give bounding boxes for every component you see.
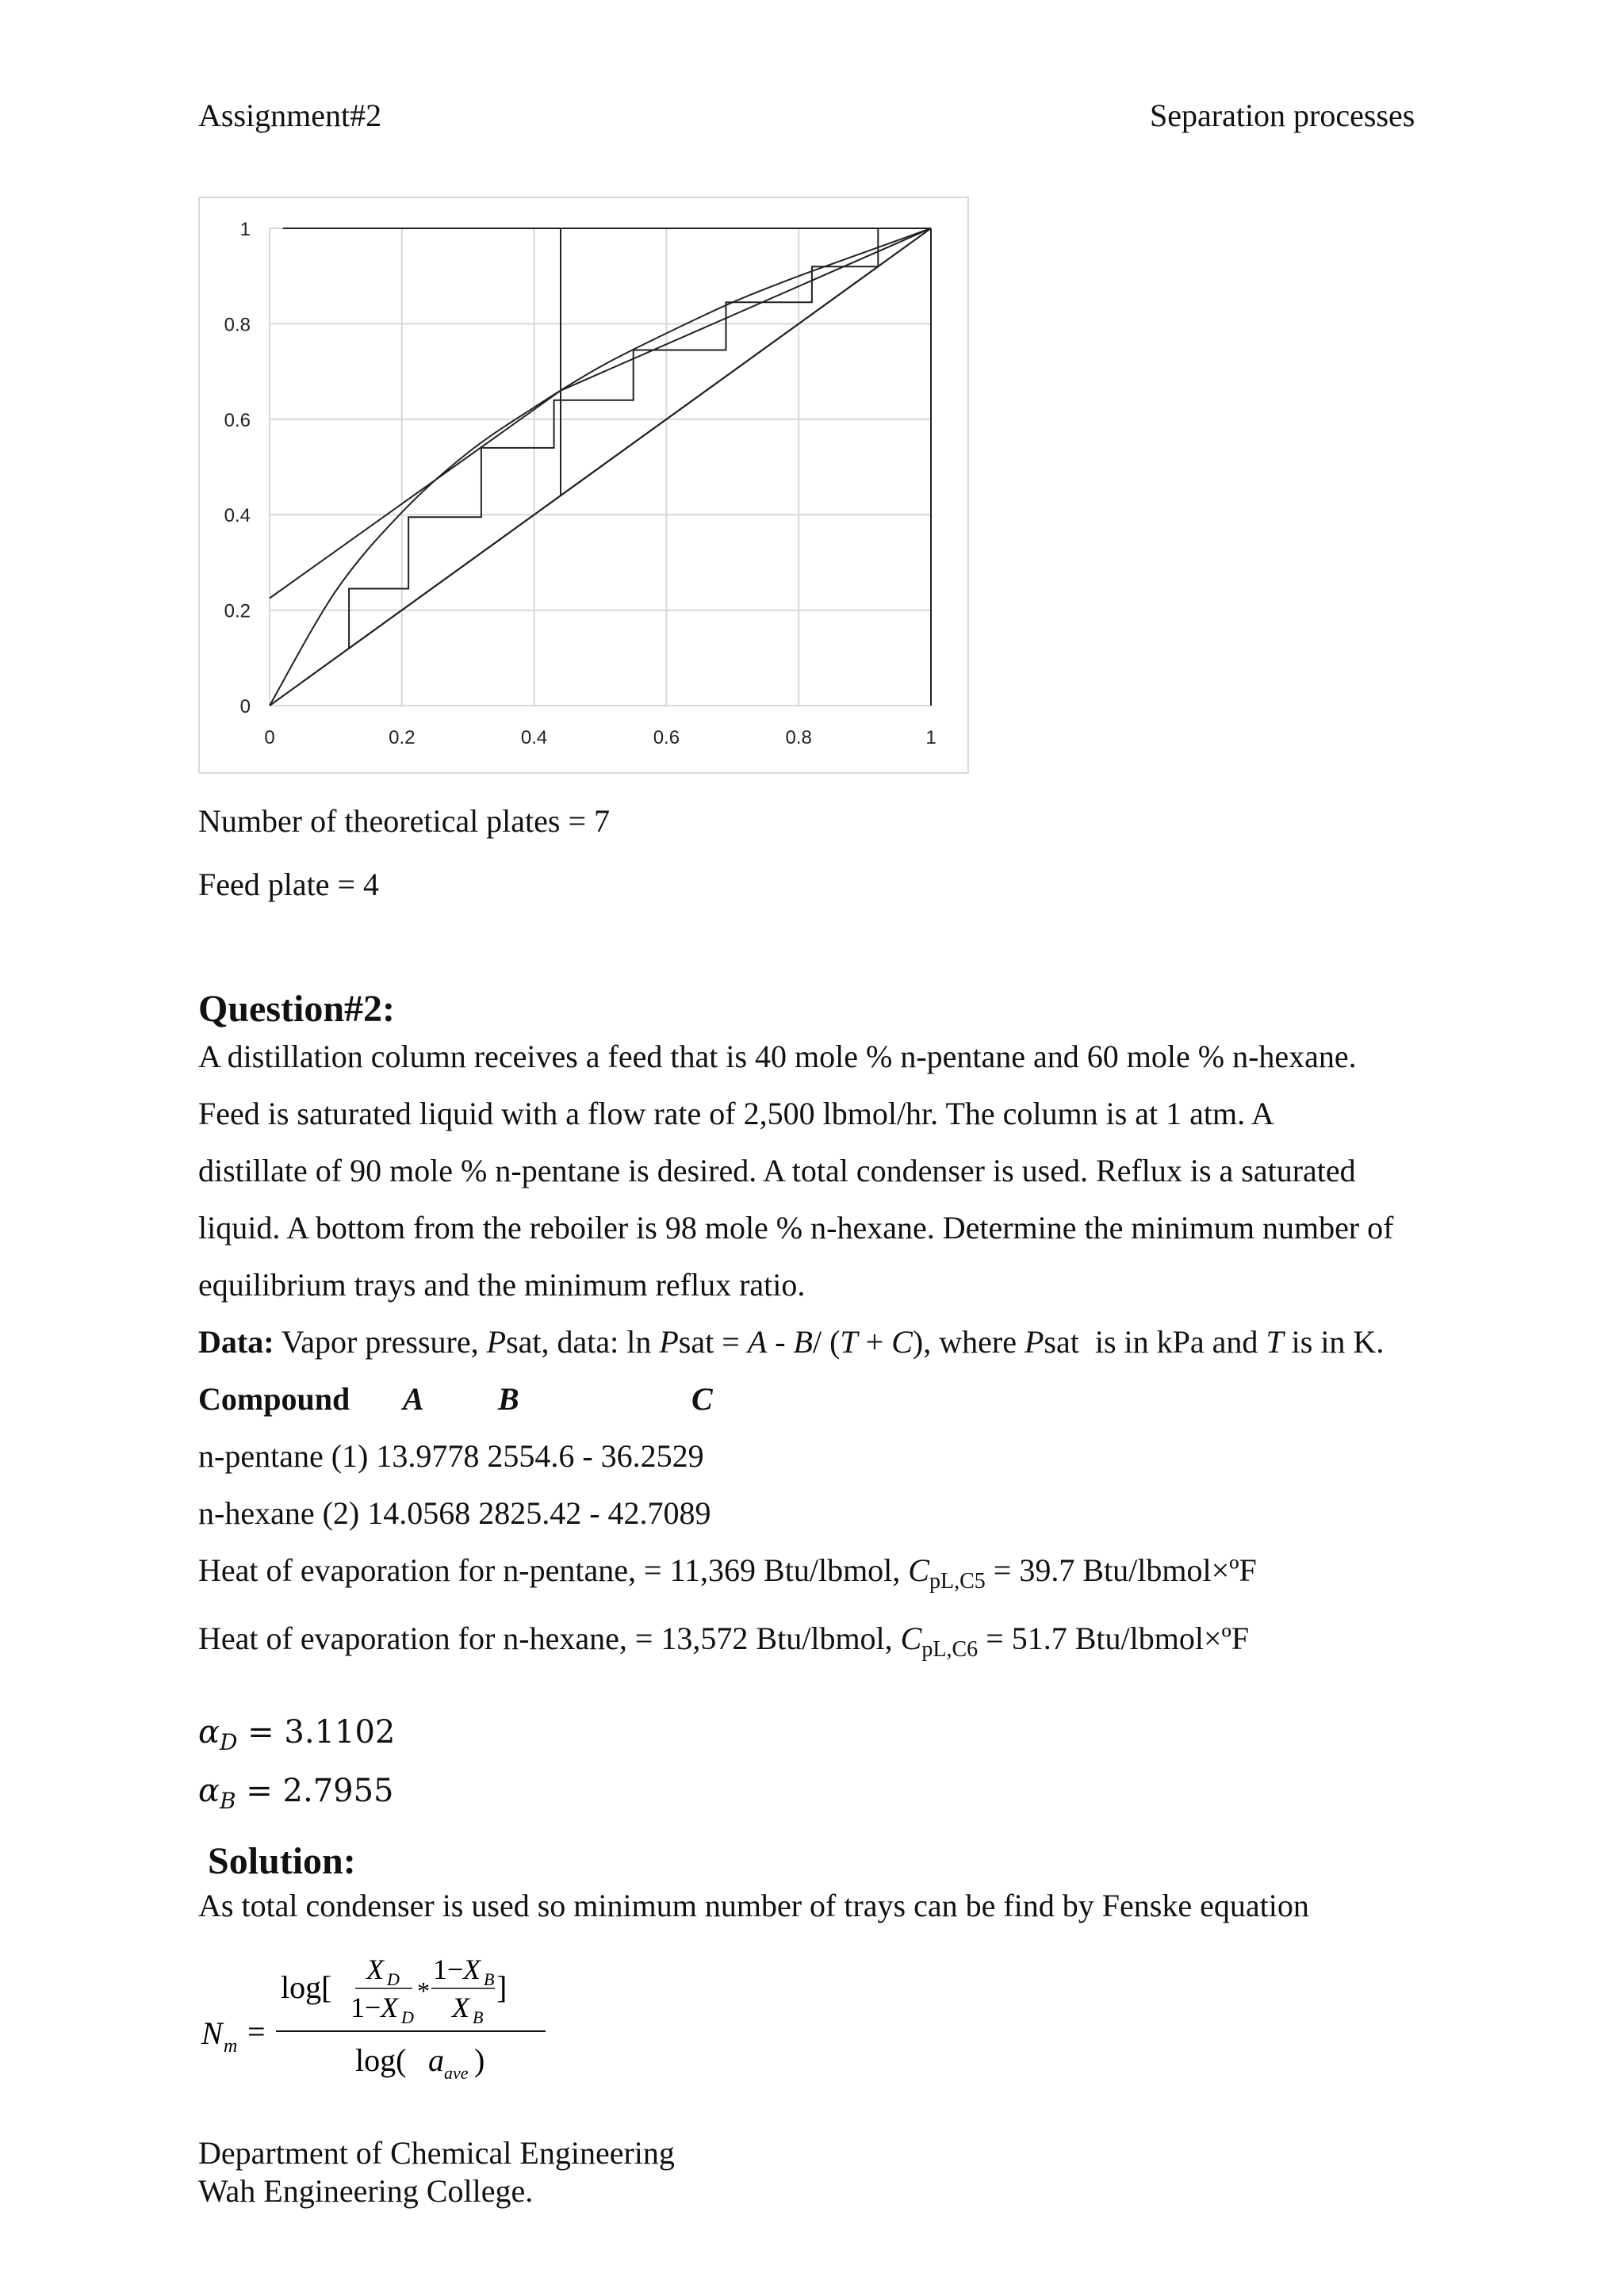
- y-tick-label: 0.2: [224, 600, 251, 622]
- data-text: is in K.: [1283, 1324, 1385, 1360]
- question-line: Feed is saturated liquid with a flow rate of 2,500 lbmol/hr. The column is at 1 atm. A: [198, 1096, 1274, 1131]
- mccabe-thiele-chart: [198, 197, 969, 774]
- alpha-symbol: α: [198, 1773, 220, 1809]
- alpha-symbol: α: [198, 1714, 220, 1751]
- eq-denlog: log(: [355, 2042, 407, 2078]
- eq-d-sub: D: [387, 1969, 400, 1989]
- question-line: A distillation column receives a feed that is 40 mole % n-pentane and 60 mole % n-hexane.: [198, 1039, 1357, 1074]
- header-left: Assignment#2: [198, 98, 382, 133]
- footer: [198, 2134, 675, 2210]
- eq-xb: X: [463, 1954, 481, 1985]
- y-tick-label: 0.4: [224, 505, 251, 527]
- y-tick-label: 1: [239, 219, 251, 240]
- col-c: C: [691, 1381, 713, 1417]
- eq-1minus-num: 1−: [433, 1954, 464, 1985]
- data-text: -: [767, 1324, 794, 1360]
- eq-rparen: ): [474, 2042, 485, 2078]
- question-line: distillate of 90 mole % n-pentane is desired. A total condenser is used. Reflux is a saturated: [198, 1153, 1356, 1188]
- data-label: Data:: [198, 1324, 274, 1360]
- fenske-equation: [190, 1950, 571, 2093]
- alpha-value: = 3.1102: [237, 1714, 396, 1751]
- solution-title: Solution:: [208, 1840, 356, 1882]
- data-line: [198, 1314, 1435, 1371]
- question-title: Question#2:: [198, 988, 396, 1030]
- y-tick-label: 0: [239, 696, 251, 718]
- feed-plate-result: Feed plate = 4: [198, 867, 380, 902]
- eq-equals: =: [247, 2014, 266, 2049]
- data-text: +: [857, 1324, 892, 1360]
- heat-text: = 51.7 Btu/lbmol×ºF: [978, 1621, 1250, 1656]
- eq-a: a: [428, 2042, 444, 2078]
- col-a: A: [403, 1381, 424, 1417]
- alpha-d: [198, 1714, 395, 1755]
- alpha-value: = 2.7955: [236, 1773, 394, 1809]
- question-body: [198, 1028, 1435, 1678]
- heat-text: Heat of evaporation for n-hexane, = 13,572 Btu/lbmol,: [198, 1621, 901, 1656]
- table-row: n-pentane (1) 13.9778 2554.6 - 36.2529: [198, 1438, 704, 1474]
- table-row: n-hexane (2) 14.0568 2825.42 - 42.7089: [198, 1495, 711, 1531]
- eq-xd-den: X: [381, 1992, 398, 2023]
- solution-text: As total condenser is used so minimum number of trays can be find by Fenske equation: [198, 1888, 1309, 1923]
- x-tick-label: 0.6: [653, 727, 680, 748]
- var-t: T: [840, 1324, 858, 1360]
- eq-b-sub: B: [484, 1969, 495, 1989]
- table-header: [198, 1371, 1435, 1428]
- eq-d-sub-den: D: [401, 2007, 414, 2027]
- heat-pentane: [198, 1542, 1435, 1610]
- var-p: P: [1024, 1324, 1044, 1360]
- var-p: P: [486, 1324, 507, 1360]
- plates-result: Number of theoretical plates = 7: [198, 803, 611, 839]
- var-c: C: [891, 1324, 913, 1360]
- heat-hexane: [198, 1610, 1435, 1678]
- var-p: P: [659, 1324, 679, 1360]
- data-text: Vapor pressure,: [274, 1324, 487, 1360]
- data-text: sat is in kPa and: [1044, 1324, 1266, 1360]
- x-tick-label: 0: [264, 727, 275, 748]
- var-a: A: [747, 1324, 768, 1360]
- eq-log: log[: [281, 1969, 332, 2005]
- question-line: equilibrium trays and the minimum reflux ratio.: [198, 1267, 806, 1303]
- var-c: C: [908, 1552, 929, 1588]
- eq-b-sub-den: B: [473, 2007, 484, 2027]
- y-tick-label: 0.6: [224, 409, 251, 431]
- eq-1minus: 1−: [350, 1992, 381, 2023]
- subscript: B: [220, 1788, 236, 1814]
- x-tick-label: 1: [925, 727, 936, 748]
- header-right: Separation processes: [1150, 98, 1415, 133]
- heat-text: = 39.7 Btu/lbmol×ºF: [985, 1552, 1257, 1588]
- data-text: sat, data: ln: [506, 1324, 660, 1360]
- eq-star: *: [417, 1976, 430, 2005]
- col-compound: Compound: [198, 1381, 350, 1417]
- eq-close: ]: [496, 1969, 508, 2005]
- data-text: / (: [812, 1324, 841, 1360]
- y-tick-label: 0.8: [224, 314, 251, 336]
- col-b: B: [498, 1381, 519, 1417]
- eq-ave: ave: [444, 2063, 469, 2083]
- subscript: pL,C5: [929, 1569, 986, 1594]
- eq-xd: X: [366, 1954, 384, 1985]
- x-tick-label: 0.2: [389, 727, 416, 748]
- x-tick-label: 0.8: [785, 727, 812, 748]
- heat-text: Heat of evaporation for n-pentane, = 11,369 Btu/lbmol,: [198, 1552, 909, 1588]
- eq-xb-den: X: [452, 1992, 469, 2023]
- var-c: C: [900, 1621, 922, 1656]
- subscript: D: [220, 1729, 238, 1755]
- eq-n: N: [201, 2015, 223, 2051]
- var-t: T: [1266, 1324, 1284, 1360]
- data-text: ), where: [912, 1324, 1025, 1360]
- var-b: B: [793, 1324, 813, 1360]
- eq-m: m: [224, 2036, 238, 2057]
- footer-line: Wah Engineering College.: [198, 2173, 534, 2209]
- footer-line: Department of Chemical Engineering: [198, 2135, 675, 2171]
- x-tick-label: 0.4: [520, 727, 548, 748]
- subscript: pL,C6: [921, 1637, 979, 1662]
- data-text: sat =: [678, 1324, 748, 1360]
- question-line: liquid. A bottom from the reboiler is 98 mole % n-hexane. Determine the minimum number of: [198, 1210, 1394, 1246]
- alpha-b: [198, 1773, 394, 1814]
